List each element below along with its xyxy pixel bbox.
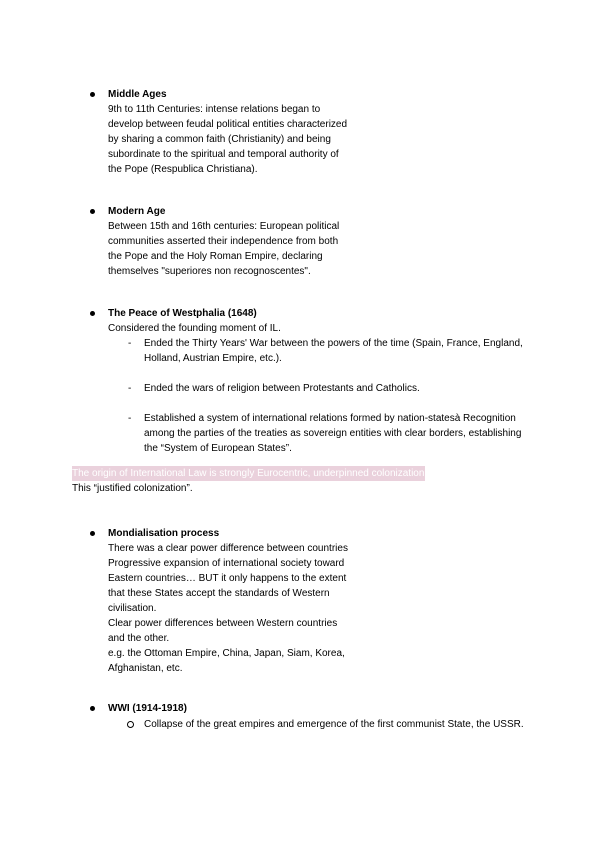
circle-list <box>108 717 550 732</box>
section-title: WWI (1914-1918) <box>108 703 187 714</box>
list-item <box>108 381 524 396</box>
text-line: e.g. the Ottoman Empire, China, Japan, Siam, Korea, <box>108 648 345 659</box>
text-line: Between 15th and 16th centuries: European political <box>108 221 340 232</box>
text-line: There was a clear power difference between countries <box>108 543 348 554</box>
dash-marker: - <box>128 338 132 349</box>
bullet-icon <box>90 209 95 214</box>
text-line: by sharing a common faith (Christianity) and being <box>108 134 331 145</box>
section-westphalia <box>90 306 550 471</box>
text-line: Eastern countries… BUT it only happens to the extent <box>108 573 347 584</box>
text-line: This “justified colonization”. <box>72 483 193 494</box>
section-title: The Peace of Westphalia (1648) <box>108 308 257 319</box>
text-line: Considered the founding moment of IL. <box>108 323 281 334</box>
section-title: Middle Ages <box>108 89 167 100</box>
dash-list <box>108 336 550 456</box>
section-wwi <box>90 701 550 732</box>
list-item-text: Ended the wars of religion between Protestants and Catholics. <box>144 383 420 394</box>
dash-marker: - <box>128 383 132 394</box>
list-item <box>108 717 524 732</box>
list-item <box>108 411 524 456</box>
bullet-item <box>90 526 530 676</box>
bullet-icon <box>90 706 95 711</box>
bullet-icon <box>90 311 95 316</box>
section-title: Modern Age <box>108 206 166 217</box>
text-line: 9th to 11th Centuries: intense relations began to <box>108 104 321 115</box>
list-item-text: Ended the Thirty Years' War between the powers of the time (Spain, France, England, Holland, Austrian Empire, etc.). <box>144 338 523 364</box>
bullet-item <box>90 87 530 177</box>
text-line: Progressive expansion of international society toward <box>108 558 345 569</box>
hollow-bullet-icon <box>127 721 134 728</box>
list-item-text: Established a system of international relations formed by nation-statesà Recognition among the parties of the treaties as sovereign entities with clear borders, establishing the “System of European States”. <box>144 413 522 454</box>
bullet-icon <box>90 92 95 97</box>
text-line: develop between feudal political entities characterized <box>108 119 348 130</box>
section-modern-age <box>90 204 530 279</box>
text-line: civilisation. <box>108 603 157 614</box>
bullet-icon <box>90 531 95 536</box>
section-title: Mondialisation process <box>108 528 220 539</box>
highlighted-text: The origin of International Law is strongly Eurocentric, underpinned colonization <box>72 468 425 479</box>
list-item-text: Collapse of the great empires and emergence of the first communist State, the USSR. <box>144 719 524 730</box>
text-line: and the other. <box>108 633 170 644</box>
bullet-item <box>90 204 530 279</box>
dash-marker: - <box>128 413 132 424</box>
bullet-item <box>90 306 550 336</box>
text-line: the Pope and the Holy Roman Empire, declaring <box>108 251 323 262</box>
text-line: subordinate to the spiritual and temporal authority of <box>108 149 339 160</box>
section-middle-ages <box>90 87 530 177</box>
text-line: the Pope (Respublica Christiana). <box>108 164 258 175</box>
text-line: communities asserted their independence from both <box>108 236 339 247</box>
text-line: Clear power differences between Western countries <box>108 618 338 629</box>
bullet-item <box>90 701 550 716</box>
text-line: themselves "superiores non recognoscentes". <box>108 266 311 277</box>
text-line: Afghanistan, etc. <box>108 663 183 674</box>
text-line: that these States accept the standards of Western <box>108 588 330 599</box>
list-item <box>108 336 524 366</box>
section-mondialisation <box>90 526 530 676</box>
